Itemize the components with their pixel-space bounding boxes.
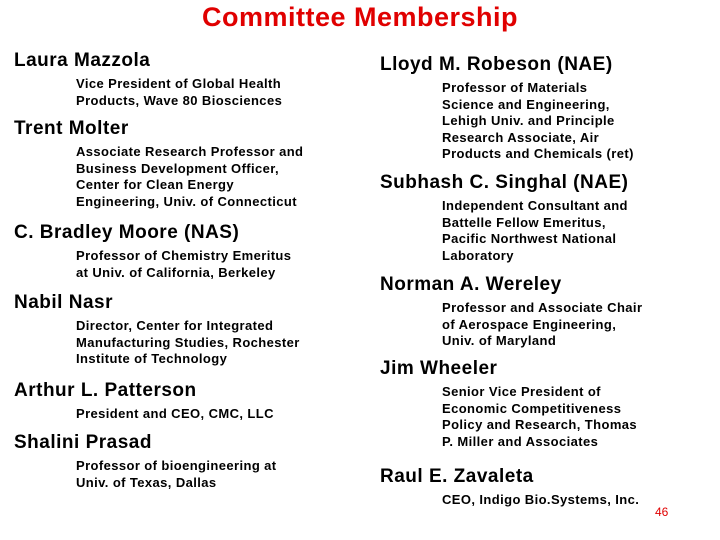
member-entry — [380, 466, 710, 509]
description-line: Professor of Chemistry Emeritus — [76, 248, 292, 263]
description-line: Engineering, Univ. of Connecticut — [76, 193, 297, 209]
description-line: Univ. of Maryland — [442, 333, 557, 348]
description-line: Associate Research Professor and — [76, 144, 304, 159]
description-line: Science and Engineering, — [442, 96, 610, 112]
member-description — [76, 76, 364, 109]
member-name: Lloyd M. Robeson (NAE) — [380, 54, 613, 75]
member-name: Nabil Nasr — [14, 292, 113, 313]
page-number: 46 — [655, 505, 669, 519]
member-name: Arthur L. Patterson — [14, 380, 197, 401]
member-name: Laura Mazzola — [14, 50, 151, 71]
member-entry — [380, 172, 710, 264]
member-name: Subhash C. Singhal (NAE) — [380, 172, 629, 193]
member-name: C. Bradley Moore (NAS) — [14, 222, 240, 243]
description-line: President and CEO, CMC, LLC — [76, 406, 274, 421]
description-line: Professor of bioengineering at — [76, 458, 277, 473]
description-line: Lehigh Univ. and Principle — [442, 113, 615, 128]
member-description — [442, 492, 710, 509]
member-entry — [380, 274, 710, 350]
description-line: CEO, Indigo Bio.Systems, Inc. — [442, 492, 640, 507]
description-line: Independent Consultant and — [442, 198, 628, 213]
description-line: Senior Vice President of — [442, 384, 601, 399]
description-line: Center for Clean Energy — [76, 177, 235, 192]
member-entry — [14, 50, 364, 109]
description-line: Vice President of Global Health — [76, 76, 282, 91]
member-description — [442, 384, 710, 450]
description-line: Director, Center for Integrated — [76, 318, 274, 333]
member-description — [76, 144, 364, 210]
description-line: Manufacturing Studies, Rochester — [76, 334, 300, 350]
description-line: at Univ. of California, Berkeley — [76, 264, 276, 280]
description-line: Laboratory — [442, 247, 514, 263]
member-description — [76, 248, 364, 281]
member-description — [76, 458, 364, 491]
member-name: Norman A. Wereley — [380, 274, 562, 295]
member-entry — [14, 292, 364, 368]
description-line: Professor of Materials — [442, 80, 588, 95]
member-name: Jim Wheeler — [380, 358, 498, 379]
member-entry — [380, 54, 710, 163]
description-line: of Aerospace Engineering, — [442, 316, 617, 332]
member-name: Trent Molter — [14, 118, 129, 139]
description-line: Institute of Technology — [76, 351, 228, 366]
description-line: Univ. of Texas, Dallas — [76, 474, 217, 490]
member-description — [76, 318, 364, 368]
description-line: Professor and Associate Chair — [442, 300, 643, 315]
description-line: Products, Wave 80 Biosciences — [76, 92, 283, 108]
description-line: Products and Chemicals (ret) — [442, 146, 634, 161]
member-entry — [14, 380, 364, 423]
member-description — [442, 80, 710, 163]
member-description — [442, 198, 710, 264]
page-title: Committee Membership — [201, 2, 519, 32]
member-entry — [14, 432, 364, 491]
description-line: Pacific Northwest National — [442, 231, 617, 246]
description-line: Research Associate, Air — [442, 129, 600, 145]
member-entry — [14, 118, 364, 210]
member-entry — [14, 222, 364, 281]
description-line: Business Development Officer, — [76, 160, 280, 176]
member-entry — [380, 358, 710, 450]
member-name: Raul E. Zavaleta — [380, 466, 534, 487]
member-name: Shalini Prasad — [14, 432, 152, 453]
description-line: Battelle Fellow Emeritus, — [442, 214, 606, 230]
description-line: Economic Competitiveness — [442, 400, 622, 416]
description-line: P. Miller and Associates — [442, 433, 599, 449]
member-description — [76, 406, 364, 423]
description-line: Policy and Research, Thomas — [442, 417, 638, 432]
member-description — [442, 300, 710, 350]
